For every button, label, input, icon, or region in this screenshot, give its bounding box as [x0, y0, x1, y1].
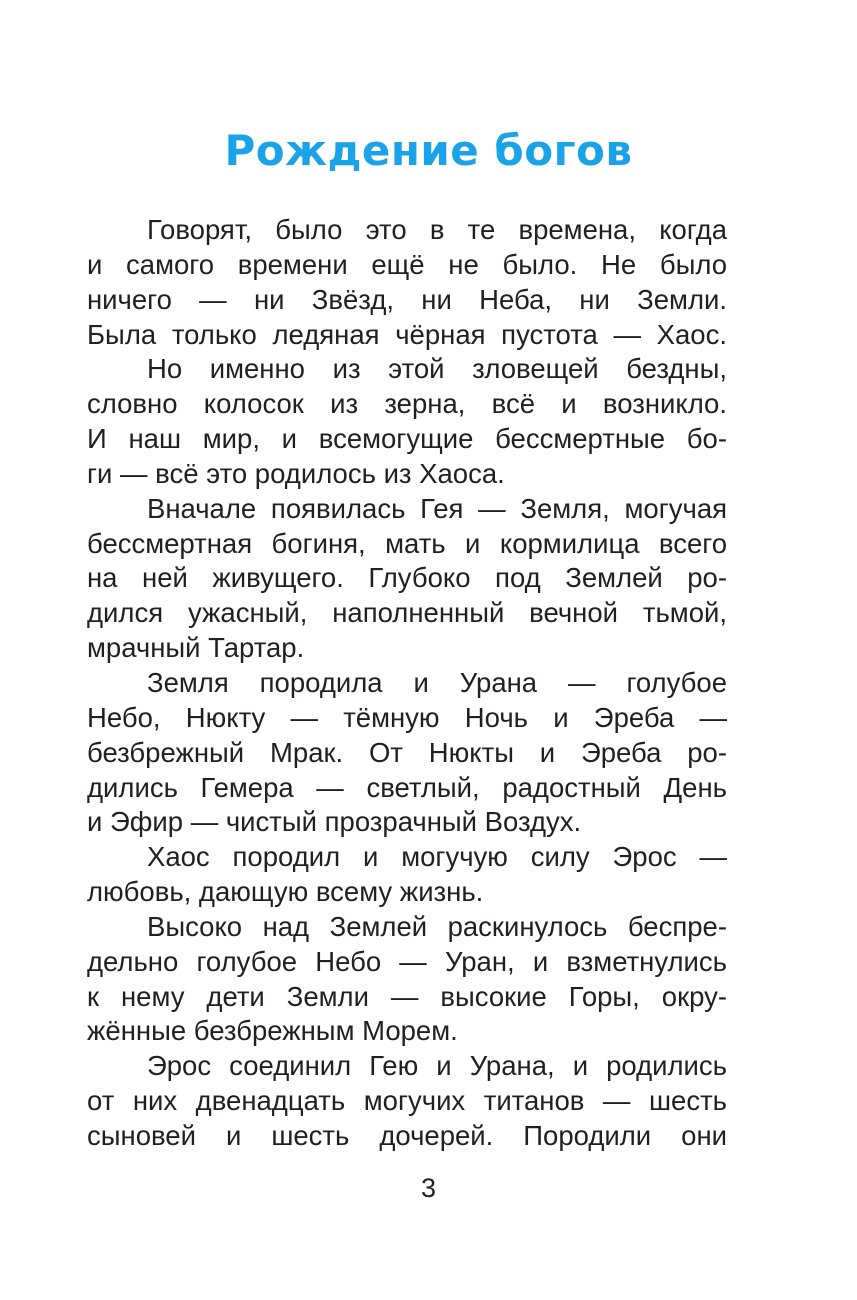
- text-line: жённые безбрежным Морем.: [87, 1015, 458, 1047]
- text-line: любовь, дающую всему жизнь.: [87, 876, 484, 908]
- text-line: от них двенадцать могучих титанов — шесть: [87, 1085, 727, 1117]
- text-line: дельно голубое Небо — Уран, и взметнулись: [87, 945, 727, 977]
- text-line: ничего — ни Звёзд, ни Неба, ни Земли.: [87, 283, 727, 315]
- text-line: Вначале появилась Гея — Земля, могучая: [147, 492, 727, 524]
- text-line: Высоко над Землей раскинулось беспре-: [147, 910, 727, 942]
- body-text: [87, 213, 727, 1154]
- text-line: и самого времени ещё не было. Не было: [87, 248, 727, 280]
- text-line: Хаос породил и могучую силу Эрос —: [147, 841, 727, 873]
- text-line: Земля породила и Урана — голубое: [147, 666, 727, 698]
- text-line: безбрежный Мрак. От Нюкты и Эреба ро-: [87, 736, 727, 768]
- text-line: к нему дети Земли — высокие Горы, окру-: [87, 980, 727, 1012]
- text-line: Небо, Нюкту — тёмную Ночь и Эреба —: [87, 701, 727, 733]
- text-line: ги — всё это родилось из Хаоса.: [87, 457, 505, 489]
- text-line: дился ужасный, наполненный вечной тьмой,: [87, 597, 727, 629]
- text-line: и Эфир — чистый прозрачный Воздух.: [87, 806, 582, 838]
- text-line: словно колосок из зерна, всё и возникло.: [87, 388, 727, 420]
- text-line: дились Гемера — светлый, радостный День: [87, 771, 727, 803]
- text-line: Говорят, было это в те времена, когда: [147, 214, 727, 245]
- text-line: Была только ледяная чёрная пустота — Хаос.: [87, 318, 727, 350]
- text-line: сыновей и шесть дочерей. Породили они: [87, 1119, 727, 1151]
- text-line: Но именно из этой зловещей бездны,: [147, 353, 727, 385]
- text-line: мрачный Тартар.: [87, 632, 305, 664]
- chapter-title: Рождение богов: [224, 126, 633, 175]
- text-line: на ней живущего. Глубоко под Землей ро-: [87, 562, 727, 594]
- text-line: И наш мир, и всемогущие бессмертные бо-: [87, 423, 727, 455]
- page-number: 3: [420, 1173, 437, 1203]
- text-line: бессмертная богиня, мать и кормилица всего: [87, 527, 727, 559]
- text-line: Эрос соединил Гею и Урана, и родились: [147, 1050, 727, 1082]
